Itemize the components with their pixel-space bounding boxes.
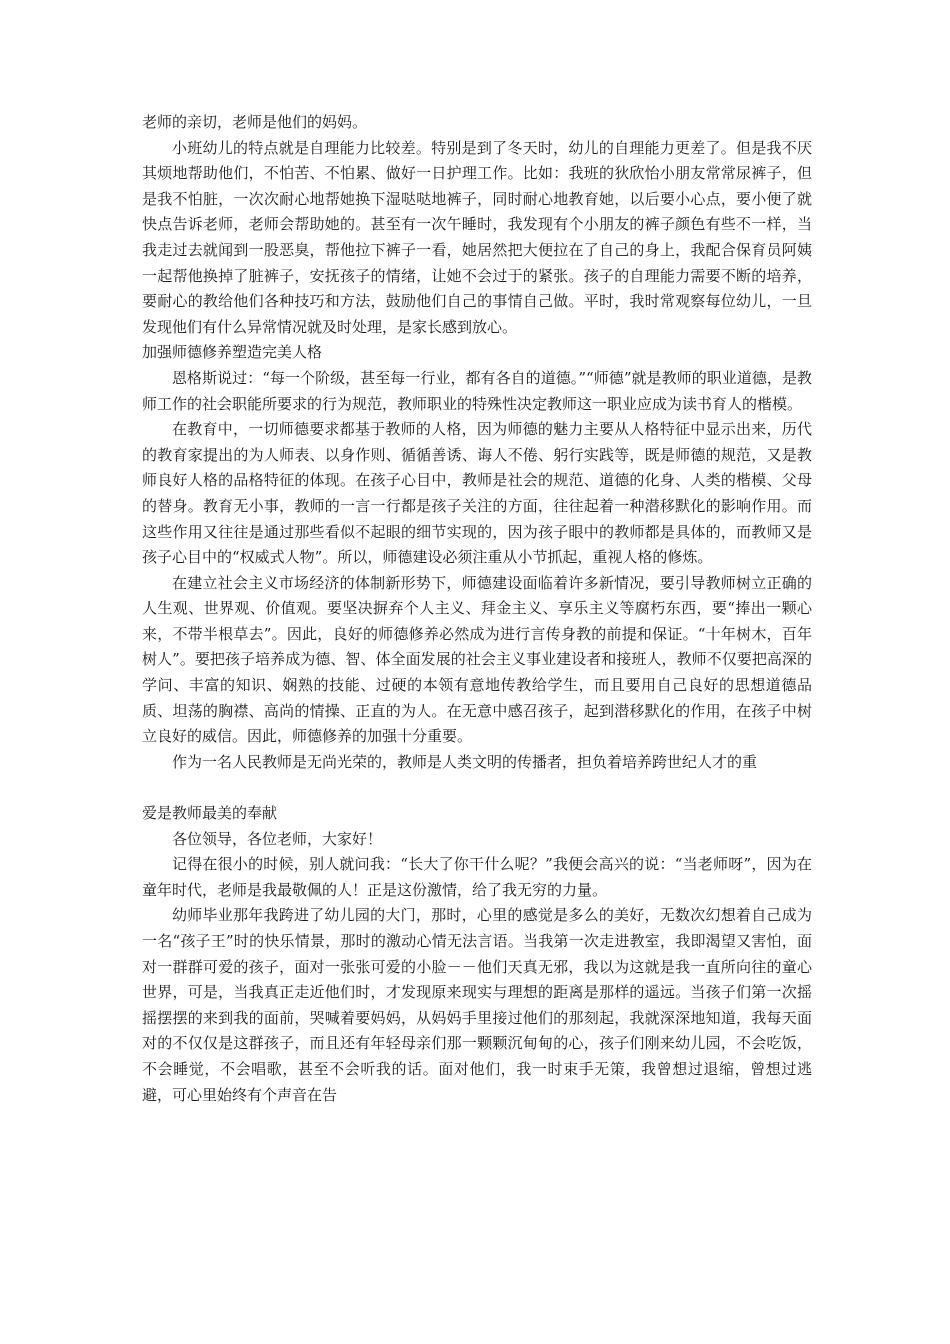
document-page: [142, 110, 812, 1108]
paragraph-self-care: 小班幼儿的特点就是自理能力比较差。特别是到了冬天时，幼儿的自理能力更差了。但是我不厌其烦地帮助他们，不怕苦、不怕累、做好一日护理工作。比如：我班的狄欣怡小朋友常常尿裤子，但是我不怕脏，一次次耐心地帮她换下湿哒哒地裤子，同时耐心地教育她，以后要小心点，要小便了就快点告诉老师，老师会帮助她的。甚至有一次午睡时，我发现有个小朋友的裤子颜色有些不一样，当我走过去就闻到一股恶臭，帮他拉下裤子一看，她居然把大便拉在了自己的身上，我配合保育员阿姨一起帮他换掉了脏裤子，安抚孩子的情绪，让她不会过于的紧张。孩子的自理能力需要不断的培养，要耐心的教给他们各种技巧和方法，鼓励他们自己的事情自己做。平时，我时常观察每位幼儿，一旦发现他们有什么异常情况就及时处理，是家长感到放心。: [142, 138, 812, 336]
section-spacer: [142, 775, 812, 801]
paragraph-greeting: 各位领导，各位老师，大家好！: [172, 829, 383, 848]
paragraph-childhood: 记得在很小的时候，别人就问我：“长大了你干什么呢？”我便会高兴的说：“当老师呀”，因为在童年时代，老师是我最敬佩的人！正是这份激情，给了我无穷的力量。: [142, 855, 812, 899]
paragraph-people-teacher: 作为一名人民教师是无尚光荣的，教师是人类文明的传播者，担负着培养跨世纪人才的重: [172, 752, 758, 771]
continuation-paragraph: 老师的亲切，老师是他们的妈妈。: [142, 113, 368, 131]
paragraph-kindergarten: 幼师毕业那年我跨进了幼儿园的大门，那时，心里的感觉是多么的美好，无数次幻想着自己成为一名“孩子王”时的快乐情景，那时的激动心情无法言语。当我第一次走进教室，我即渴望又害怕，面对一群群可爱的孩子，面对一张张可爱的小脸－－他们天真无邪，我以为这就是我一直所向往的童心世界，可是，当我真正走近他们时，才发现原来现实与理想的距离是那样的遥远。当孩子们第一次摇摇摆摆的来到我的面前，哭喊着要妈妈，从妈妈手里接过他们的那刻起，我就深深地知道，我每天面对的不仅仅是这群孩子，而且还有年轻母亲们那一颗颗沉甸甸的心，孩子们刚来幼儿园，不会吃饭，不会睡觉，不会唱歌，甚至不会听我的话。面对他们，我一时束手无策，我曾想过退缩，曾想过逃避，可心里始终有个声音在告: [142, 906, 812, 1104]
paragraph-market-economy: 在建立社会主义市场经济的体制新形势下，师德建设面临着许多新情况，要引导教师树立正确的人生观、世界观、价值观。要坚决摒弃个人主义、拜金主义、享乐主义等腐朽东西，要“捧出一颗心来，不带半根草去”。因此，良好的师德修养必然成为进行言传身教的前提和保证。“十年树木，百年树人”。要把孩子培养成为德、智、体全面发展的社会主义事业建设者和接班人，教师不仅要把高深的学问、丰富的知识、娴熟的技能、过硬的本领有意地传教给学生，而且要用自己良好的思想道德品质、坦荡的胸襟、高尚的情操、正直的为人。在无意中感召孩子，起到潜移默化的作用，在孩子中树立良好的威信。因此，师德修养的加强十分重要。: [142, 573, 812, 746]
section-heading-ethics: 加强师德修养塑造完美人格: [142, 343, 323, 362]
section-heading-love: 爱是教师最美的奉献: [142, 804, 278, 823]
paragraph-engels-quote: 恩格斯说过：“每一个阶级，甚至每一行业，都有各自的道德。”“师德”就是教师的职业道德，是教师工作的社会职能所要求的行为规范，教师职业的特殊性决定教师这一职业应成为读书育人的楷模。: [142, 368, 812, 413]
paragraph-personality: 在教育中，一切师德要求都基于教师的人格，因为师德的魅力主要从人格特征中显示出来，历代的教育家提出的为人师表、以身作则、循循善诱、诲人不倦、躬行实践等，既是师德的规范，又是教师良好人格的品格特征的体现。在孩子心目中，教师是社会的规范、道德的化身、人类的楷模、父母的替身。教育无小事，教师的一言一行都是孩子关注的方面，往往起着一种潜移默化的影响作用。而这些作用又往往是通过那些看似不起眼的细节实现的，因为孩子眼中的教师都是具体的，而教师又是孩子心目中的“权威式人物”。所以，师德建设必须注重从小节抓起，重视人格的修炼。: [142, 420, 812, 567]
